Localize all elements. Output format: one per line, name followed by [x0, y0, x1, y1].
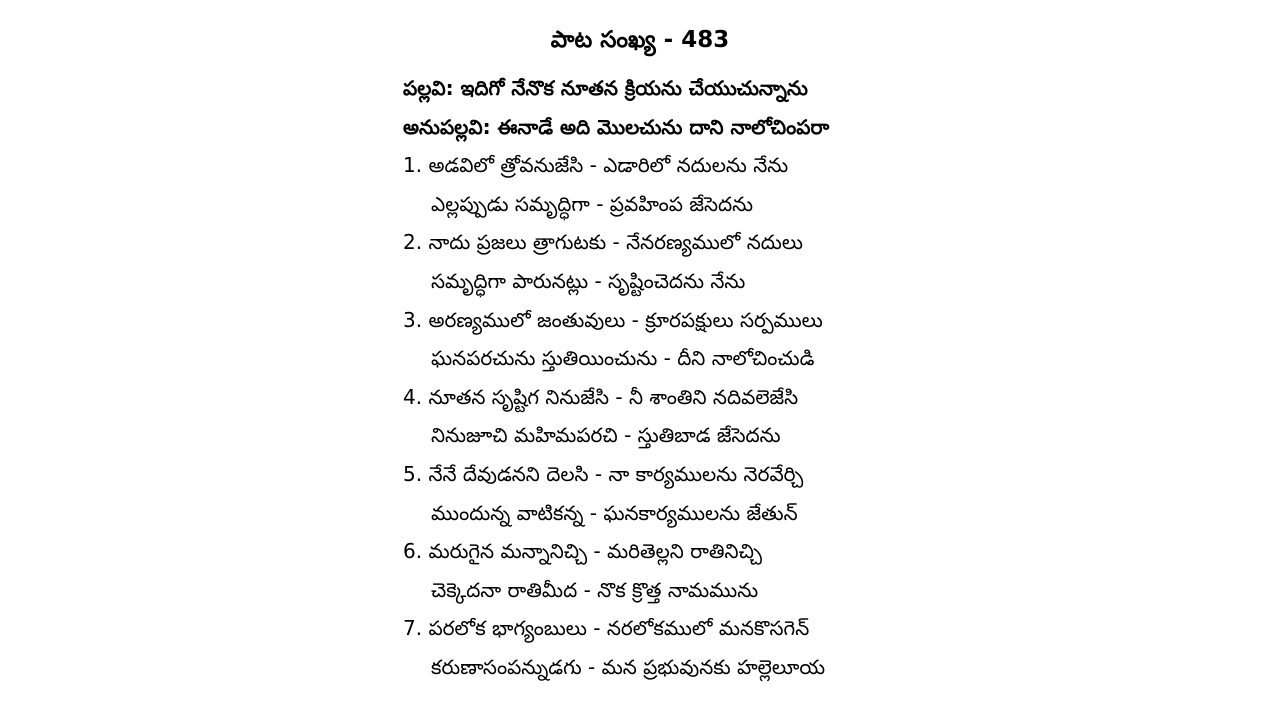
- stanza-number: 1.: [403, 153, 423, 178]
- stanza-number: 2.: [403, 230, 423, 255]
- stanza-text: నూతన సృష్టిగ నినుజేసి - నీ శాంతిని నదివలెజేసి: [428, 384, 799, 409]
- stanza-7: [403, 609, 1263, 686]
- stanza-line: [403, 609, 1263, 648]
- stanza-4: [403, 378, 1263, 455]
- stanza-line: [403, 223, 1263, 262]
- stanza-number: 6.: [403, 539, 423, 564]
- stanza-line: ఘనపరచును స్తుతియించును - దీని నాలోచించుడి: [431, 346, 815, 371]
- stanza-number: 5.: [403, 461, 423, 486]
- stanza-line: సమృద్ధిగా పారునట్లు - సృష్టించెదను నేను: [431, 268, 746, 293]
- stanza-6: [403, 532, 1263, 609]
- stanza-text: అరణ్యములో జంతువులు - క్రూరపక్షులు సర్పములు: [428, 307, 823, 332]
- stanza-line: [403, 301, 1263, 340]
- stanza-line: [403, 378, 1263, 417]
- stanza-line: [403, 532, 1263, 571]
- stanza-1: [403, 146, 1263, 223]
- lyrics-block: [403, 69, 1263, 687]
- stanza-number: 3.: [403, 307, 423, 332]
- stanza-number: 4.: [403, 384, 423, 409]
- stanza-text: అడవిలో త్రోవనుజేసి - ఎడారిలో నదులను నేను: [428, 153, 789, 178]
- stanza-line: [403, 455, 1263, 494]
- stanza-2: [403, 223, 1263, 300]
- song-title: పాట సంఖ్య - 483: [550, 27, 730, 53]
- stanza-line: ఎల్లప్పుడు సమృద్ధిగా - ప్రవహింప జేసెదను: [431, 191, 754, 216]
- stanza-text: నేనే దేవుడనని దెలసి - నా కార్యములను నెరవేర్చి: [428, 461, 804, 486]
- stanza-line: [403, 146, 1263, 185]
- stanza-3: [403, 301, 1263, 378]
- pallavi-line: పల్లవి: ఇదిగో నేనొక నూతన క్రియను చేయుచున్నాను: [403, 76, 808, 100]
- stanza-number: 7.: [403, 616, 423, 641]
- stanza-text: మరుగైన మన్నానిచ్చి - మరితెల్లని రాతినిచ్చి: [428, 539, 762, 564]
- stanza-line: చెక్కెదనా రాతిమీద - నొక క్రొత్త నామమును: [431, 577, 759, 602]
- stanza-5: [403, 455, 1263, 532]
- stanza-line: నినుజూచి మహిమపరచి - స్తుతిబాడ జేసెదను: [431, 423, 781, 448]
- stanza-text: నాదు ప్రజలు త్రాగుటకు - నేనరణ్యములో నదులు: [428, 230, 803, 255]
- stanza-line: ముందున్న వాటికన్న - ఘనకార్యములను జేతున్: [431, 500, 798, 525]
- anupallavi-line: అనుపల్లవి: ఈనాడే అది మొలచును దాని నాలోచింపరా: [403, 114, 830, 139]
- stanza-line: కరుణాసంపన్నుడగు - మన ప్రభువునకు హల్లెలూయ: [431, 654, 826, 679]
- stanza-text: పరలోక భాగ్యంబులు - నరలోకములో మనకొసగెన్: [428, 616, 810, 641]
